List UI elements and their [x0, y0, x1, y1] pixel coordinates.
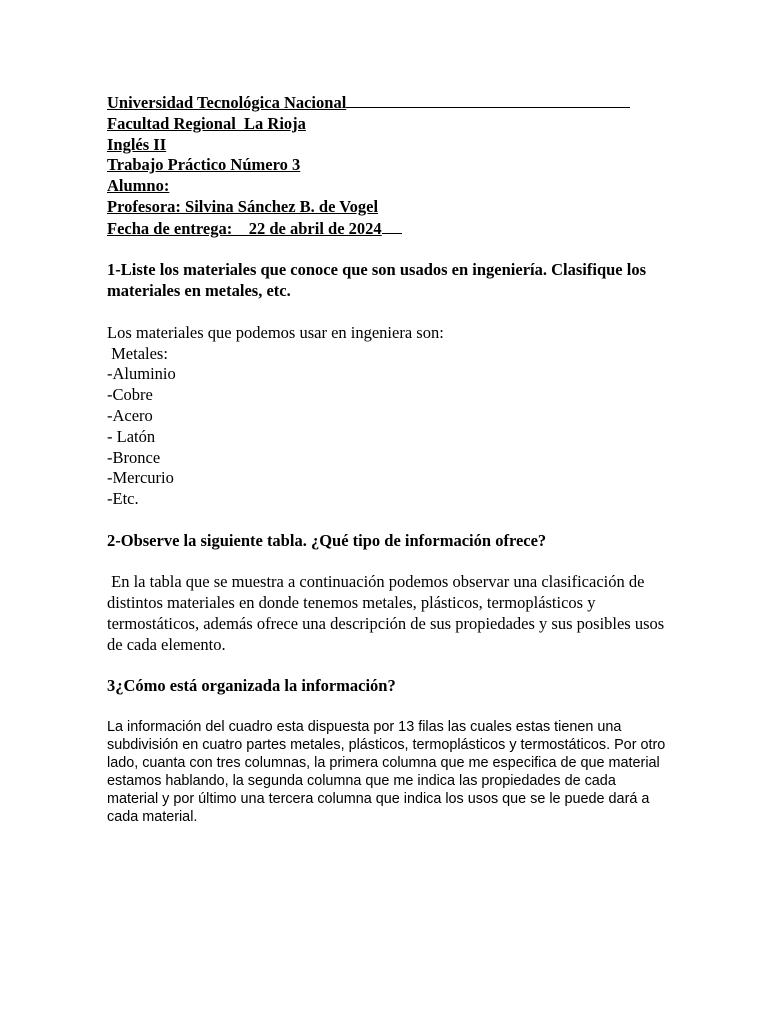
header-university: Universidad Tecnológica Nacional — [107, 93, 347, 112]
header-teacher: Profesora: Silvina Sánchez B. de Vogel — [107, 196, 379, 216]
answer-1-category: Metales: — [107, 343, 168, 363]
question-2-section — [107, 531, 667, 656]
spacer — [107, 302, 667, 323]
list-item: -Cobre — [107, 385, 153, 405]
question-3-section — [107, 676, 667, 826]
spacer — [107, 697, 667, 718]
answer-2: En la tabla que se muestra a continuación podemos observar una clasificación de distintos materiales en donde tenemos metales, plásticos, termoplásticos y termostáticos, además ofrece una descripción de sus propiedades y sus posibles usos de cada elemento. — [107, 572, 669, 654]
header-university-line — [107, 92, 667, 114]
list-item: -Etc. — [107, 489, 139, 509]
list-item: -Mercurio — [107, 468, 174, 488]
underline-fill — [382, 218, 402, 234]
spacer — [107, 240, 667, 261]
spacer — [107, 552, 667, 573]
question-3: 3¿Cómo está organizada la información? — [107, 676, 396, 696]
list-item: -Bronce — [107, 447, 161, 467]
list-item: - Latón — [107, 426, 156, 446]
header-block — [107, 92, 667, 240]
question-2: 2-Observe la siguiente tabla. ¿Qué tipo de información ofrece? — [107, 530, 547, 550]
list-item: -Acero — [107, 405, 153, 425]
spacer — [107, 510, 667, 531]
header-faculty: Facultad Regional La Rioja — [107, 113, 306, 133]
underline-fill — [346, 92, 630, 108]
answer-1-intro: Los materiales que podemos usar en ingeniera son: — [107, 322, 444, 342]
header-due-date: Fecha de entrega: 22 de abril de 2024 — [107, 218, 382, 238]
question-1-section — [107, 260, 667, 510]
header-course: Inglés II — [107, 134, 167, 154]
list-item: -Aluminio — [107, 364, 176, 384]
header-assignment: Trabajo Práctico Número 3 — [107, 155, 301, 175]
header-due-date-line — [107, 218, 667, 240]
document-body — [107, 92, 667, 826]
answer-3: La información del cuadro esta dispuesta por 13 filas las cuales estas tienen una subdivisión en cuatro partes metales, plásticos, termoplásticos y termostáticos. Por otro lado, cuanta con tres columnas, la primera columna que me especifica de que material estamos hablando, la segunda columna que me indica las propiedades de cada material y por último una tercera columna que indica los usos que se le puede dará a cada material. — [107, 718, 666, 826]
materials-list — [107, 364, 667, 510]
spacer — [107, 656, 667, 677]
header-student: Alumno: — [107, 176, 170, 196]
question-1: 1-Liste los materiales que conoce que son usados en ingeniería. Clasifique los materiales en metales, etc. — [107, 260, 647, 301]
